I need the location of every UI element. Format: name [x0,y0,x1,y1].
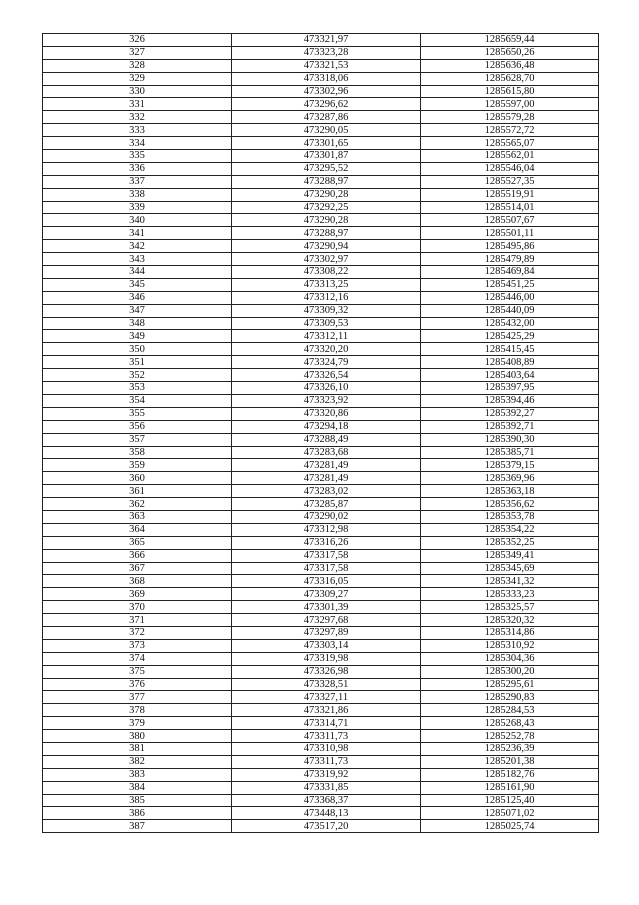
point-number-cell: 350 [43,343,232,356]
point-number-cell: 333 [43,124,232,137]
table-row [43,394,599,407]
x-coordinate-cell: 473295,52 [232,162,421,175]
point-number-cell: 366 [43,549,232,562]
x-coordinate-cell: 473321,86 [232,704,421,717]
point-number-cell: 370 [43,601,232,614]
y-coordinate-cell: 1285650,26 [421,46,599,59]
table-row [43,188,599,201]
table-row [43,459,599,472]
point-number-cell: 344 [43,266,232,279]
x-coordinate-cell: 473324,79 [232,356,421,369]
point-number-cell: 381 [43,742,232,755]
y-coordinate-cell: 1285514,01 [421,201,599,214]
y-coordinate-cell: 1285390,30 [421,433,599,446]
x-coordinate-cell: 473301,65 [232,137,421,150]
table-row [43,588,599,601]
table-row [43,124,599,137]
x-coordinate-cell: 473328,51 [232,678,421,691]
y-coordinate-cell: 1285579,28 [421,111,599,124]
table-row [43,536,599,549]
point-number-cell: 358 [43,446,232,459]
x-coordinate-cell: 473368,37 [232,794,421,807]
table-row [43,601,599,614]
y-coordinate-cell: 1285628,70 [421,72,599,85]
x-coordinate-cell: 473323,28 [232,46,421,59]
table-row [43,614,599,627]
x-coordinate-cell: 473301,39 [232,601,421,614]
y-coordinate-cell: 1285252,78 [421,730,599,743]
point-number-cell: 338 [43,188,232,201]
table-row [43,730,599,743]
x-coordinate-cell: 473290,28 [232,214,421,227]
y-coordinate-cell: 1285440,09 [421,304,599,317]
table-row [43,46,599,59]
x-coordinate-cell: 473302,96 [232,85,421,98]
table-row [43,201,599,214]
x-coordinate-cell: 473288,97 [232,227,421,240]
point-number-cell: 374 [43,652,232,665]
x-coordinate-cell: 473301,87 [232,150,421,163]
x-coordinate-cell: 473309,27 [232,588,421,601]
point-number-cell: 347 [43,304,232,317]
point-number-cell: 372 [43,626,232,639]
point-number-cell: 329 [43,72,232,85]
table-row [43,317,599,330]
y-coordinate-cell: 1285349,41 [421,549,599,562]
point-number-cell: 346 [43,291,232,304]
x-coordinate-cell: 473320,20 [232,343,421,356]
table-row [43,162,599,175]
x-coordinate-cell: 473309,32 [232,304,421,317]
table-row [43,575,599,588]
table-row [43,72,599,85]
y-coordinate-cell: 1285320,32 [421,614,599,627]
y-coordinate-cell: 1285432,00 [421,317,599,330]
point-number-cell: 386 [43,807,232,820]
y-coordinate-cell: 1285125,40 [421,794,599,807]
table-row [43,214,599,227]
y-coordinate-cell: 1285356,62 [421,498,599,511]
point-number-cell: 367 [43,562,232,575]
point-number-cell: 357 [43,433,232,446]
y-coordinate-cell: 1285565,07 [421,137,599,150]
x-coordinate-cell: 473308,22 [232,266,421,279]
y-coordinate-cell: 1285501,11 [421,227,599,240]
y-coordinate-cell: 1285495,86 [421,240,599,253]
point-number-cell: 362 [43,498,232,511]
table-row [43,98,599,111]
y-coordinate-cell: 1285369,96 [421,472,599,485]
table-row [43,111,599,124]
x-coordinate-cell: 473312,11 [232,330,421,343]
x-coordinate-cell: 473290,05 [232,124,421,137]
point-number-cell: 343 [43,253,232,266]
table-row [43,549,599,562]
table-row [43,652,599,665]
table-row [43,137,599,150]
point-number-cell: 365 [43,536,232,549]
y-coordinate-cell: 1285469,84 [421,266,599,279]
table-row [43,665,599,678]
point-number-cell: 382 [43,755,232,768]
point-number-cell: 341 [43,227,232,240]
x-coordinate-cell: 473321,53 [232,59,421,72]
y-coordinate-cell: 1285314,86 [421,626,599,639]
coordinates-table-body [43,34,599,833]
table-row [43,240,599,253]
table-row [43,266,599,279]
x-coordinate-cell: 473281,49 [232,472,421,485]
point-number-cell: 384 [43,781,232,794]
x-coordinate-cell: 473310,98 [232,742,421,755]
point-number-cell: 327 [43,46,232,59]
table-row [43,356,599,369]
x-coordinate-cell: 473312,98 [232,523,421,536]
x-coordinate-cell: 473316,05 [232,575,421,588]
table-row [43,85,599,98]
y-coordinate-cell: 1285659,44 [421,34,599,47]
x-coordinate-cell: 473285,87 [232,498,421,511]
point-number-cell: 375 [43,665,232,678]
table-row [43,175,599,188]
table-row [43,717,599,730]
table-row [43,498,599,511]
table-row [43,369,599,382]
point-number-cell: 361 [43,485,232,498]
x-coordinate-cell: 473317,58 [232,562,421,575]
x-coordinate-cell: 473290,28 [232,188,421,201]
y-coordinate-cell: 1285392,27 [421,407,599,420]
x-coordinate-cell: 473311,73 [232,730,421,743]
y-coordinate-cell: 1285182,76 [421,768,599,781]
x-coordinate-cell: 473448,13 [232,807,421,820]
table-row [43,330,599,343]
x-coordinate-cell: 473309,53 [232,317,421,330]
y-coordinate-cell: 1285446,00 [421,291,599,304]
y-coordinate-cell: 1285325,57 [421,601,599,614]
point-number-cell: 385 [43,794,232,807]
table-row [43,433,599,446]
table-row [43,691,599,704]
point-number-cell: 378 [43,704,232,717]
y-coordinate-cell: 1285385,71 [421,446,599,459]
table-row [43,472,599,485]
table-row [43,807,599,820]
y-coordinate-cell: 1285597,00 [421,98,599,111]
y-coordinate-cell: 1285451,25 [421,278,599,291]
y-coordinate-cell: 1285519,91 [421,188,599,201]
y-coordinate-cell: 1285071,02 [421,807,599,820]
table-row [43,768,599,781]
y-coordinate-cell: 1285290,83 [421,691,599,704]
point-number-cell: 376 [43,678,232,691]
point-number-cell: 349 [43,330,232,343]
x-coordinate-cell: 473326,98 [232,665,421,678]
table-row [43,704,599,717]
point-number-cell: 337 [43,175,232,188]
x-coordinate-cell: 473319,98 [232,652,421,665]
coordinates-table [42,33,599,833]
x-coordinate-cell: 473292,25 [232,201,421,214]
point-number-cell: 331 [43,98,232,111]
x-coordinate-cell: 473288,49 [232,433,421,446]
point-number-cell: 355 [43,407,232,420]
y-coordinate-cell: 1285562,01 [421,150,599,163]
y-coordinate-cell: 1285300,20 [421,665,599,678]
point-number-cell: 336 [43,162,232,175]
table-row [43,485,599,498]
point-number-cell: 363 [43,510,232,523]
point-number-cell: 348 [43,317,232,330]
x-coordinate-cell: 473288,97 [232,175,421,188]
point-number-cell: 380 [43,730,232,743]
y-coordinate-cell: 1285527,35 [421,175,599,188]
y-coordinate-cell: 1285415,45 [421,343,599,356]
y-coordinate-cell: 1285352,25 [421,536,599,549]
y-coordinate-cell: 1285333,23 [421,588,599,601]
x-coordinate-cell: 473321,97 [232,34,421,47]
point-number-cell: 351 [43,356,232,369]
table-row [43,59,599,72]
y-coordinate-cell: 1285403,64 [421,369,599,382]
table-row [43,150,599,163]
y-coordinate-cell: 1285572,72 [421,124,599,137]
x-coordinate-cell: 473290,02 [232,510,421,523]
table-row [43,253,599,266]
y-coordinate-cell: 1285363,18 [421,485,599,498]
x-coordinate-cell: 473302,97 [232,253,421,266]
y-coordinate-cell: 1285341,32 [421,575,599,588]
y-coordinate-cell: 1285546,04 [421,162,599,175]
x-coordinate-cell: 473303,14 [232,639,421,652]
x-coordinate-cell: 473326,54 [232,369,421,382]
point-number-cell: 364 [43,523,232,536]
y-coordinate-cell: 1285284,53 [421,704,599,717]
table-row [43,639,599,652]
table-row [43,304,599,317]
x-coordinate-cell: 473318,06 [232,72,421,85]
table-row [43,278,599,291]
point-number-cell: 383 [43,768,232,781]
point-number-cell: 359 [43,459,232,472]
table-row [43,343,599,356]
point-number-cell: 354 [43,394,232,407]
point-number-cell: 377 [43,691,232,704]
y-coordinate-cell: 1285310,92 [421,639,599,652]
x-coordinate-cell: 473283,68 [232,446,421,459]
y-coordinate-cell: 1285379,15 [421,459,599,472]
table-row [43,407,599,420]
point-number-cell: 368 [43,575,232,588]
table-row [43,678,599,691]
x-coordinate-cell: 473331,85 [232,781,421,794]
y-coordinate-cell: 1285479,89 [421,253,599,266]
x-coordinate-cell: 473281,49 [232,459,421,472]
y-coordinate-cell: 1285161,90 [421,781,599,794]
x-coordinate-cell: 473297,68 [232,614,421,627]
y-coordinate-cell: 1285507,67 [421,214,599,227]
y-coordinate-cell: 1285636,48 [421,59,599,72]
x-coordinate-cell: 473312,16 [232,291,421,304]
x-coordinate-cell: 473311,73 [232,755,421,768]
y-coordinate-cell: 1285408,89 [421,356,599,369]
table-row [43,227,599,240]
x-coordinate-cell: 473283,02 [232,485,421,498]
point-number-cell: 332 [43,111,232,124]
y-coordinate-cell: 1285025,74 [421,820,599,833]
table-row [43,562,599,575]
point-number-cell: 371 [43,614,232,627]
y-coordinate-cell: 1285201,38 [421,755,599,768]
y-coordinate-cell: 1285392,71 [421,420,599,433]
table-row [43,626,599,639]
point-number-cell: 335 [43,150,232,163]
x-coordinate-cell: 473327,11 [232,691,421,704]
point-number-cell: 360 [43,472,232,485]
table-row [43,510,599,523]
y-coordinate-cell: 1285295,61 [421,678,599,691]
y-coordinate-cell: 1285268,43 [421,717,599,730]
y-coordinate-cell: 1285345,69 [421,562,599,575]
point-number-cell: 339 [43,201,232,214]
point-number-cell: 330 [43,85,232,98]
table-row [43,781,599,794]
point-number-cell: 379 [43,717,232,730]
point-number-cell: 387 [43,820,232,833]
point-number-cell: 326 [43,34,232,47]
table-row [43,291,599,304]
table-row [43,446,599,459]
x-coordinate-cell: 473320,86 [232,407,421,420]
point-number-cell: 352 [43,369,232,382]
y-coordinate-cell: 1285425,29 [421,330,599,343]
y-coordinate-cell: 1285615,80 [421,85,599,98]
point-number-cell: 369 [43,588,232,601]
table-row [43,820,599,833]
x-coordinate-cell: 473317,58 [232,549,421,562]
x-coordinate-cell: 473517,20 [232,820,421,833]
point-number-cell: 342 [43,240,232,253]
y-coordinate-cell: 1285353,78 [421,510,599,523]
table-row [43,523,599,536]
table-row [43,382,599,395]
x-coordinate-cell: 473313,25 [232,278,421,291]
point-number-cell: 328 [43,59,232,72]
point-number-cell: 356 [43,420,232,433]
y-coordinate-cell: 1285354,22 [421,523,599,536]
table-row [43,755,599,768]
y-coordinate-cell: 1285397,95 [421,382,599,395]
x-coordinate-cell: 473294,18 [232,420,421,433]
table-row [43,794,599,807]
x-coordinate-cell: 473314,71 [232,717,421,730]
table-row [43,34,599,47]
point-number-cell: 353 [43,382,232,395]
x-coordinate-cell: 473287,86 [232,111,421,124]
table-row [43,420,599,433]
point-number-cell: 373 [43,639,232,652]
x-coordinate-cell: 473323,92 [232,394,421,407]
point-number-cell: 334 [43,137,232,150]
x-coordinate-cell: 473319,92 [232,768,421,781]
y-coordinate-cell: 1285236,39 [421,742,599,755]
x-coordinate-cell: 473316,26 [232,536,421,549]
table-row [43,742,599,755]
x-coordinate-cell: 473290,94 [232,240,421,253]
y-coordinate-cell: 1285394,46 [421,394,599,407]
point-number-cell: 345 [43,278,232,291]
y-coordinate-cell: 1285304,36 [421,652,599,665]
point-number-cell: 340 [43,214,232,227]
x-coordinate-cell: 473296,62 [232,98,421,111]
x-coordinate-cell: 473326,10 [232,382,421,395]
x-coordinate-cell: 473297,89 [232,626,421,639]
